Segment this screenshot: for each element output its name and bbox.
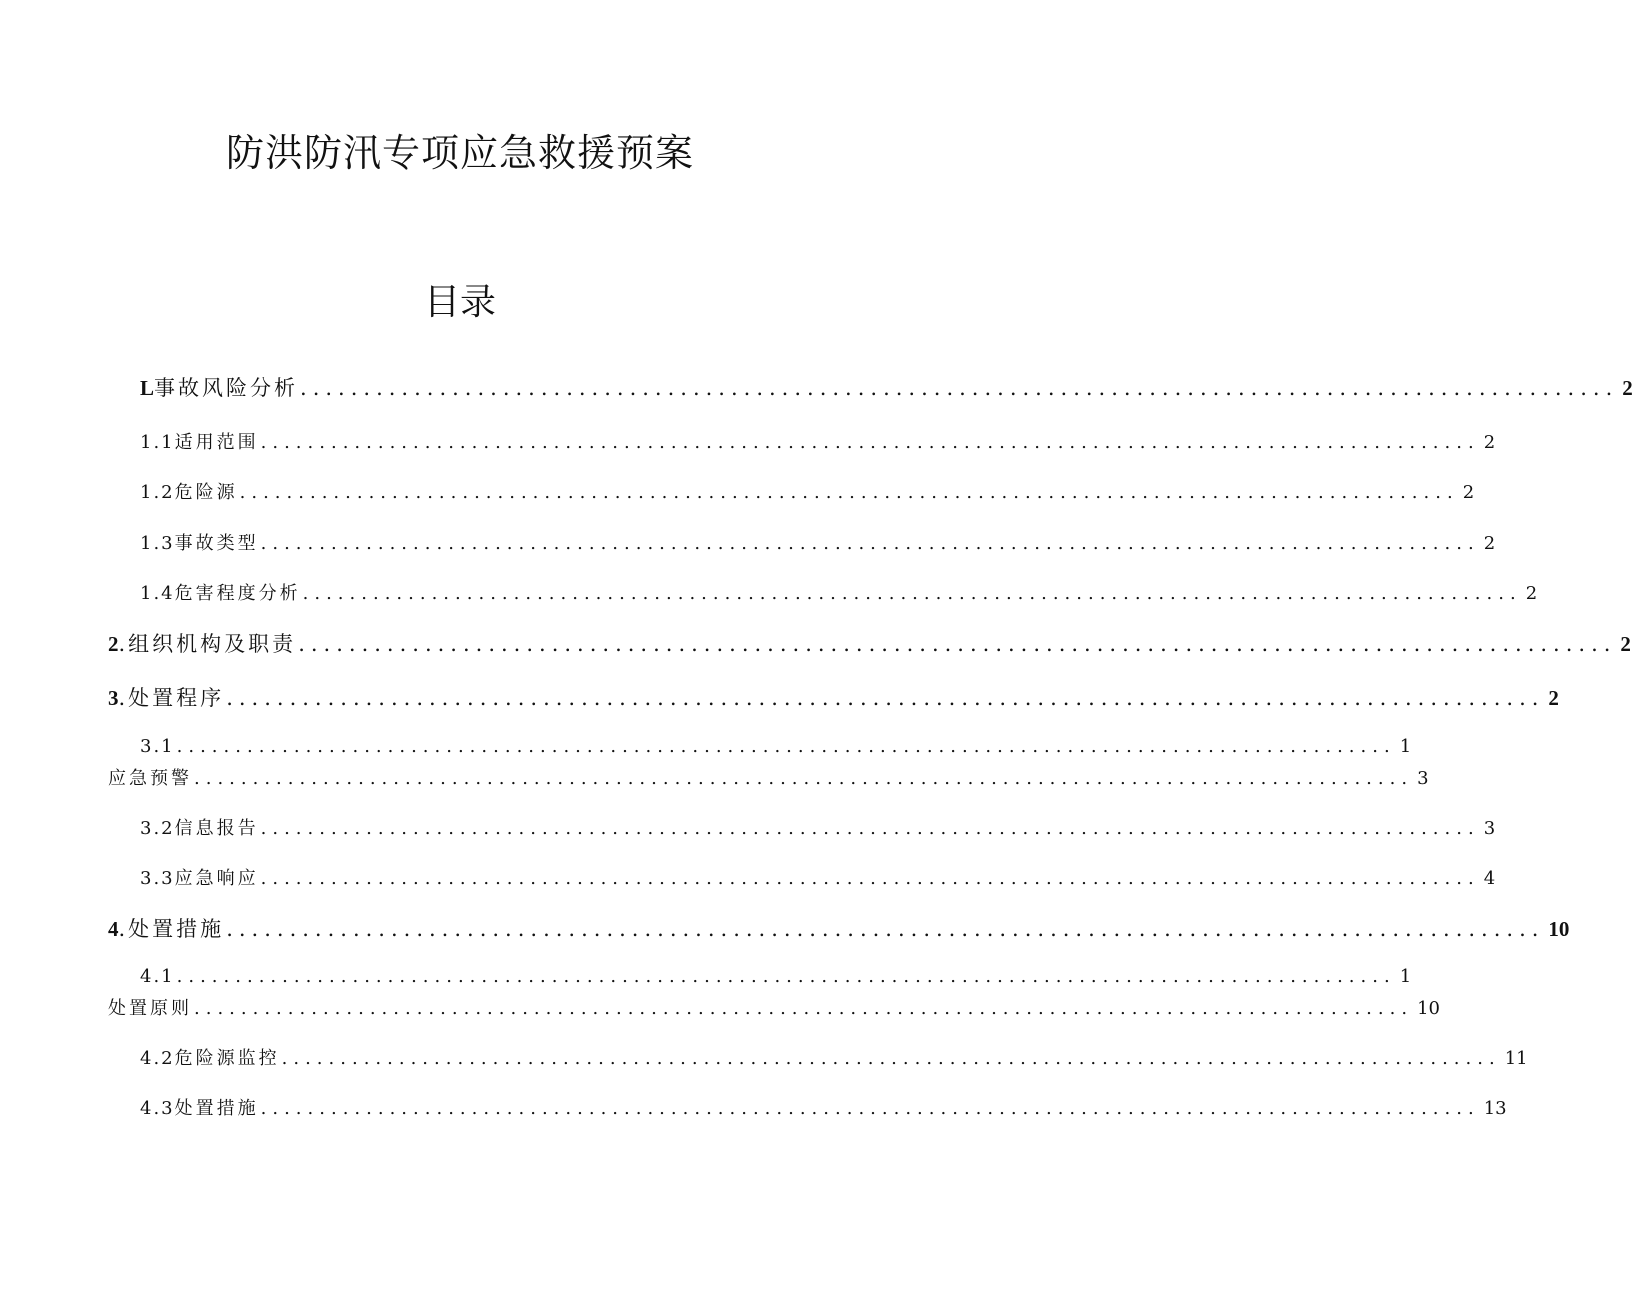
toc-dot-leader: ........................................................................................................ (281, 1048, 1501, 1069)
toc-entry-page: 2 (1462, 482, 1475, 503)
toc-entry-label: 危险源监控 (174, 1048, 280, 1069)
toc-entry-label: .处置程序 (118, 686, 225, 710)
toc-entry-number: 2 (108, 632, 119, 656)
toc-entry-page: 2 (1525, 583, 1538, 604)
toc-entry-4-1-continued[interactable] (108, 994, 1440, 1022)
toc-dot-leader: ........................................................................................................ (194, 768, 1414, 789)
toc-entry-number: 1.3 (140, 533, 175, 554)
toc-entry-label: .组织机构及职责 (118, 632, 297, 656)
toc-entry-page: 2 (1483, 533, 1496, 554)
toc-entry-1[interactable] (140, 372, 1633, 404)
toc-entry-page: 11 (1504, 1048, 1528, 1069)
toc-entry-page: 10 (1548, 917, 1570, 941)
toc-entry-label: 适用范围 (174, 432, 259, 453)
toc-entry-page: 13 (1483, 1098, 1507, 1119)
toc-entry-page: 10 (1417, 998, 1440, 1019)
toc-entry-number: 3 (108, 686, 119, 710)
toc-entry-1-1[interactable] (140, 428, 1496, 456)
toc-dot-leader: ........................................................................................................ (194, 998, 1414, 1019)
toc-entry-number: 3.3 (140, 868, 175, 889)
toc-entry-1-2[interactable] (140, 478, 1475, 506)
toc-entry-4[interactable] (108, 913, 1570, 945)
toc-dot-leader: ........................................................................................................ (260, 533, 1480, 554)
toc-entry-page: 3 (1483, 818, 1496, 839)
toc-entry-label: 处置原则 (108, 998, 192, 1019)
toc-entry-label: 应急预警 (108, 768, 192, 789)
toc-entry-label: 处置措施 (174, 1098, 259, 1119)
toc-entry-label: 危险源 (174, 482, 238, 503)
toc-entry-2[interactable] (108, 628, 1631, 660)
document-title: 防洪防汛专项应急救援预案 (225, 131, 694, 175)
toc-dot-leader: ........................................................................................................ (260, 818, 1480, 839)
toc-entry-page: 4 (1483, 868, 1496, 889)
toc-dot-leader: ........................................................................................................ (302, 583, 1522, 604)
toc-entry-number: 4.1 (140, 966, 175, 987)
toc-entry-page: 2 (1548, 686, 1559, 710)
toc-dot-leader: ........................................................................................................ (298, 632, 1617, 656)
toc-entry-label: 危害程度分析 (174, 583, 301, 604)
toc-entry-3-1[interactable] (140, 736, 1412, 764)
toc-entry-number: 4.2 (140, 1048, 175, 1069)
toc-entry-3-3[interactable] (140, 864, 1496, 892)
toc-entry-number: 4.3 (140, 1098, 175, 1119)
toc-entry-page: 3 (1417, 768, 1429, 789)
toc-dot-leader: ........................................................................................................ (260, 1098, 1480, 1119)
toc-entry-number: 3.1 (140, 736, 175, 757)
toc-entry-page: 2 (1622, 376, 1633, 400)
toc-dot-leader: ........................................................................................................ (260, 868, 1480, 889)
toc-entry-4-2[interactable] (140, 1044, 1528, 1072)
toc-dot-leader: ........................................................................................................ (260, 432, 1480, 453)
toc-dot-leader: ........................................................................................................ (300, 376, 1619, 400)
toc-entry-number: 1.1 (140, 432, 175, 453)
toc-entry-1-4[interactable] (140, 579, 1538, 607)
toc-entry-label: 事故风险分析 (154, 376, 299, 400)
toc-entry-page: 1 (1399, 736, 1412, 757)
toc-entry-page: 2 (1483, 432, 1496, 453)
toc-entry-4-3[interactable] (140, 1094, 1507, 1122)
toc-entry-label: 事故类型 (174, 533, 259, 554)
toc-dot-leader: ........................................................................................................ (226, 686, 1545, 710)
toc-entry-label: 应急响应 (174, 868, 259, 889)
toc-entry-3[interactable] (108, 682, 1559, 714)
toc-entry-3-2[interactable] (140, 814, 1496, 842)
toc-entry-page: 2 (1620, 632, 1631, 656)
toc-entry-label: 信息报告 (174, 818, 259, 839)
toc-entry-4-1[interactable] (140, 966, 1412, 994)
toc-heading: 目录 (423, 282, 496, 323)
toc-entry-page: 1 (1399, 966, 1412, 987)
toc-dot-leader: ........................................................................................................ (176, 966, 1396, 987)
toc-entry-3-1-continued[interactable] (108, 764, 1429, 792)
toc-entry-1-3[interactable] (140, 529, 1496, 557)
toc-dot-leader: ........................................................................................................ (239, 482, 1459, 503)
toc-entry-label: .处置措施 (118, 917, 225, 941)
toc-entry-number: 3.2 (140, 818, 175, 839)
toc-dot-leader: ........................................................................................................ (176, 736, 1396, 757)
toc-entry-number: 1.4 (140, 583, 175, 604)
toc-entry-number: 1.2 (140, 482, 175, 503)
toc-dot-leader: ........................................................................................................ (226, 917, 1545, 941)
toc-entry-number: 4 (108, 917, 119, 941)
toc-entry-number: L (140, 376, 155, 400)
